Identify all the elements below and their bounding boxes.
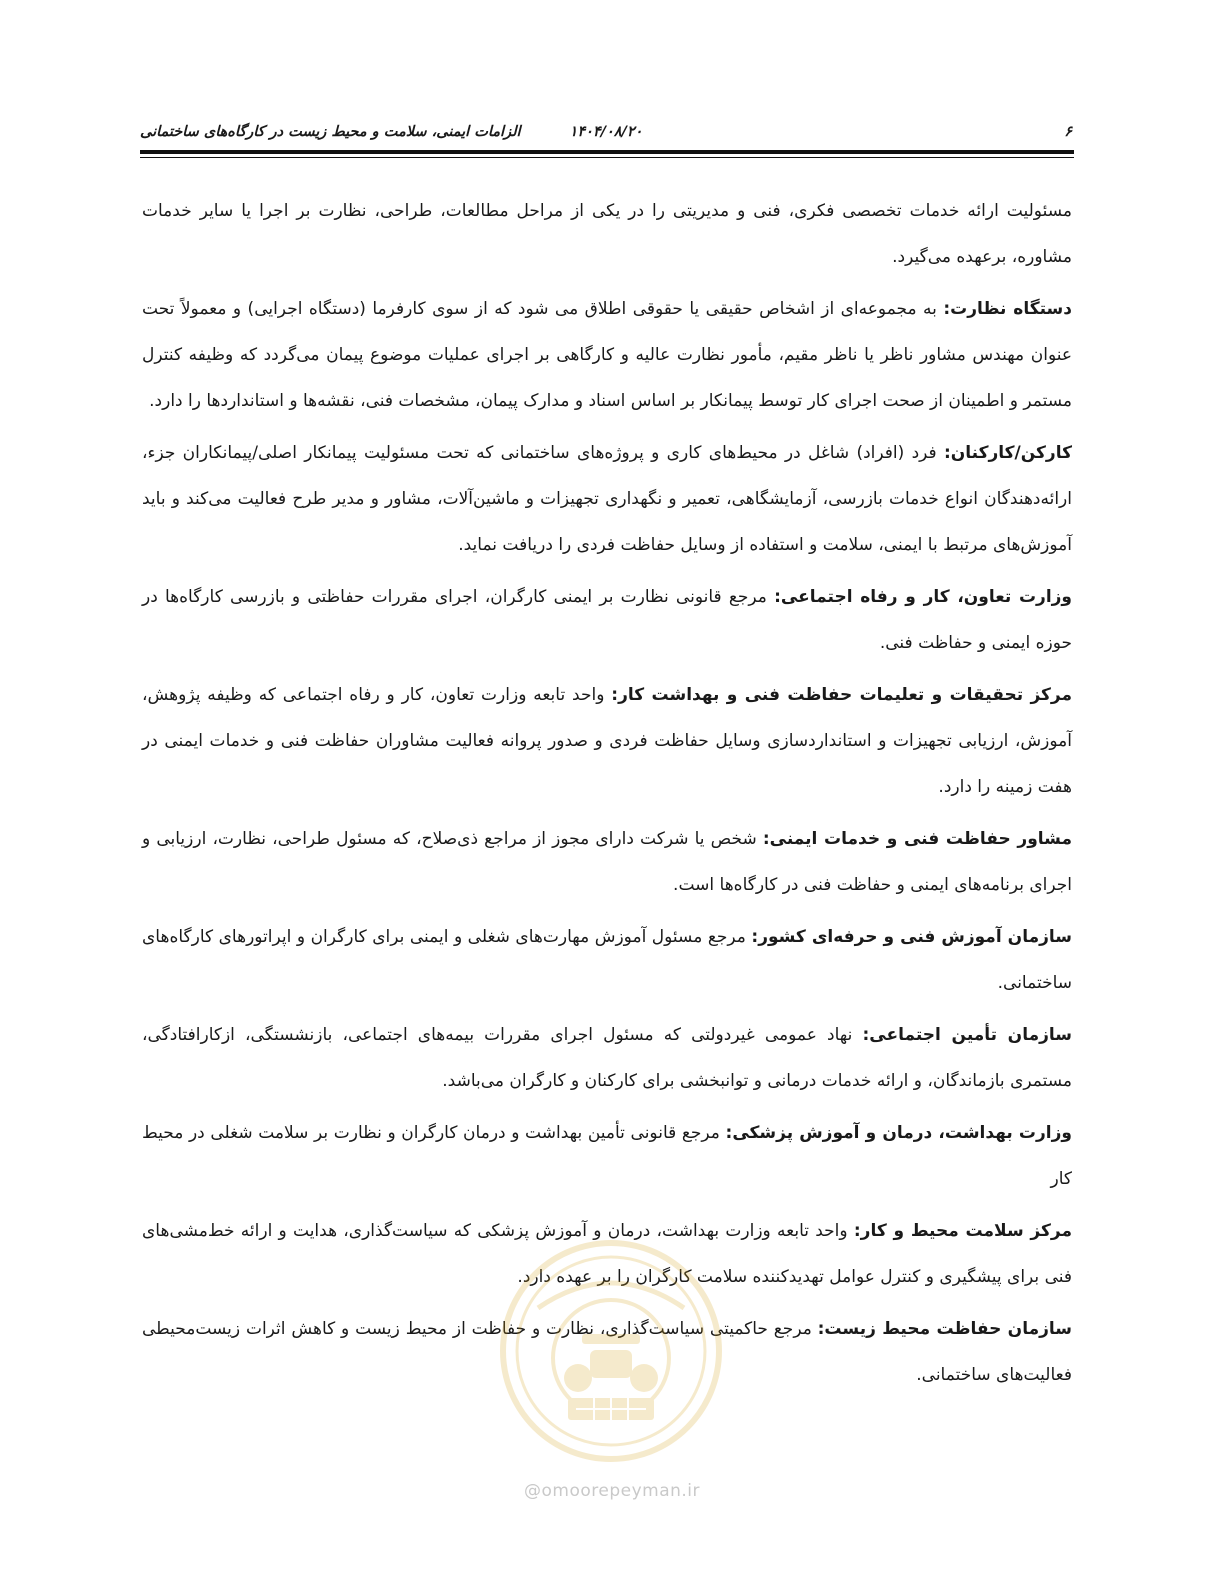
watermark-url: @omoorepeyman.ir — [523, 1481, 701, 1501]
page-number: ۶ — [1064, 124, 1072, 140]
running-title: الزامات ایمنی، سلامت و محیط زیست در کارگاه‌های ساختمانی — [140, 124, 521, 140]
definition-term: سازمان حفاظت محیط زیست: — [817, 1319, 1072, 1339]
header-date: ۱۴۰۴/۰۸/۲۰ — [569, 124, 643, 140]
definition-text: نهاد عمومی غیردولتی که مسئول اجرای مقررات بیمه‌های اجتماعی، بازنشستگی، ازکارافتادگی، مستمری بازماندگان، و ارائه خدمات درمانی و توانبخشی برای کارکنان و کارگران می‌باشد. — [142, 1025, 1072, 1091]
header-rule-thick — [140, 150, 1074, 154]
definition-paragraph — [142, 1208, 1072, 1300]
definition-paragraph — [142, 430, 1072, 568]
definition-paragraph — [142, 286, 1072, 424]
definition-text: مرجع قانونی تأمین بهداشت و درمان کارگران و نظارت بر سلامت شغلی در محیط کار — [142, 1123, 1072, 1189]
definition-text: شخص یا شرکت دارای مجوز از مراجع ذی‌صلاح، که مسئول طراحی، نظارت، ارزیابی و اجرای برنامه‌های ایمنی و حفاظت فنی در کارگاه‌ها است. — [142, 829, 1072, 895]
definition-term: سازمان آموزش فنی و حرفه‌ای کشور: — [751, 927, 1072, 947]
definition-text: واحد تابعه وزارت تعاون، کار و رفاه اجتماعی که وظیفه پژوهش، آموزش، ارزیابی تجهیزات و استانداردسازی وسایل حفاظت فردی و صدور پروانه فعالیت مشاوران حفاظت فنی و خدمات ایمنی در هفت زمینه را دارد. — [142, 685, 1072, 797]
definition-term: مرکز تحقیقات و تعلیمات حفاظت فنی و بهداشت کار: — [611, 685, 1073, 705]
definition-text: مرجع قانونی نظارت بر ایمنی کارگران، اجرای مقررات حفاظتی و بازرسی کارگاه‌ها در حوزه ایمنی و حفاظت فنی. — [142, 587, 1072, 653]
definition-text: فرد (افراد) شاغل در محیط‌های کاری و پروژه‌های ساختمانی که تحت مسئولیت پیمانکار اصلی/پیمانکاران جزء، ارائه‌دهندگان انواع خدمات بازرسی، آزمایشگاهی، تعمیر و نگهداری تجهیزات و ماشین‌آلات، مشاور و مدیر طرح فعالیت می‌کند و باید آموزش‌های مرتبط با ایمنی، سلامت و استفاده از وسایل حفاظت فردی را دریافت نماید. — [142, 443, 1072, 555]
definition-paragraph — [142, 816, 1072, 908]
definition-text: مرجع حاکمیتی سیاست‌گذاری، نظارت و حفاظت از محیط زیست و کاهش اثرات زیست‌محیطی فعالیت‌های ساختمانی. — [142, 1319, 1072, 1385]
definition-paragraph — [142, 574, 1072, 666]
definition-term: کارکن/کارکنان: — [943, 443, 1072, 463]
definition-term: وزارت تعاون، کار و رفاه اجتماعی: — [774, 587, 1072, 607]
definition-text: مرجع مسئول آموزش مهارت‌های شغلی و ایمنی برای کارگران و اپراتورهای کارگاه‌های ساختمانی. — [142, 927, 1072, 993]
definition-term: سازمان تأمین اجتماعی: — [862, 1025, 1072, 1045]
definition-paragraph — [142, 1012, 1072, 1104]
definition-term: دستگاه نظارت: — [943, 299, 1072, 319]
definition-term: مشاور حفاظت فنی و خدمات ایمنی: — [762, 829, 1072, 849]
definition-term: مرکز سلامت محیط و کار: — [853, 1221, 1072, 1241]
header-rule-thin — [140, 157, 1074, 158]
definition-paragraph — [142, 914, 1072, 1006]
definition-text: واحد تابعه وزارت بهداشت، درمان و آموزش پزشکی که سیاست‌گذاری، هدایت و ارائه خط‌مشی‌های فنی برای پیشگیری و کنترل عوامل تهدیدکننده سلامت کارگران را بر عهده دارد. — [142, 1221, 1072, 1287]
definition-paragraph — [142, 1306, 1072, 1398]
definition-text: به مجموعه‌ای از اشخاص حقیقی یا حقوقی اطلاق می شود که از سوی کارفرما (دستگاه اجرایی) و معمولاً تحت عنوان مهندس مشاور ناظر یا ناظر مقیم، مأمور نظارت عالیه و کارگاهی بر اجرای عملیات موضوع پیمان می‌گردد که وظیفه کنترل مستمر و اطمینان از صحت اجرای کار توسط پیمانکار بر اساس اسناد و مدارک پیمان، مشخصات فنی، نقشه‌ها و استانداردها را دارد. — [142, 299, 1072, 411]
definition-paragraph — [142, 672, 1072, 810]
document-body — [142, 188, 1072, 1404]
intro-paragraph: مسئولیت ارائه خدمات تخصصی فکری، فنی و مدیریتی را در یکی از مراحل مطالعات، طراحی، نظارت بر اجرا یا سایر خدمات مشاوره، برعهده می‌گیرد. — [142, 201, 1072, 267]
definition-term: وزارت بهداشت، درمان و آموزش پزشکی: — [725, 1123, 1072, 1143]
definition-paragraph — [142, 1110, 1072, 1202]
